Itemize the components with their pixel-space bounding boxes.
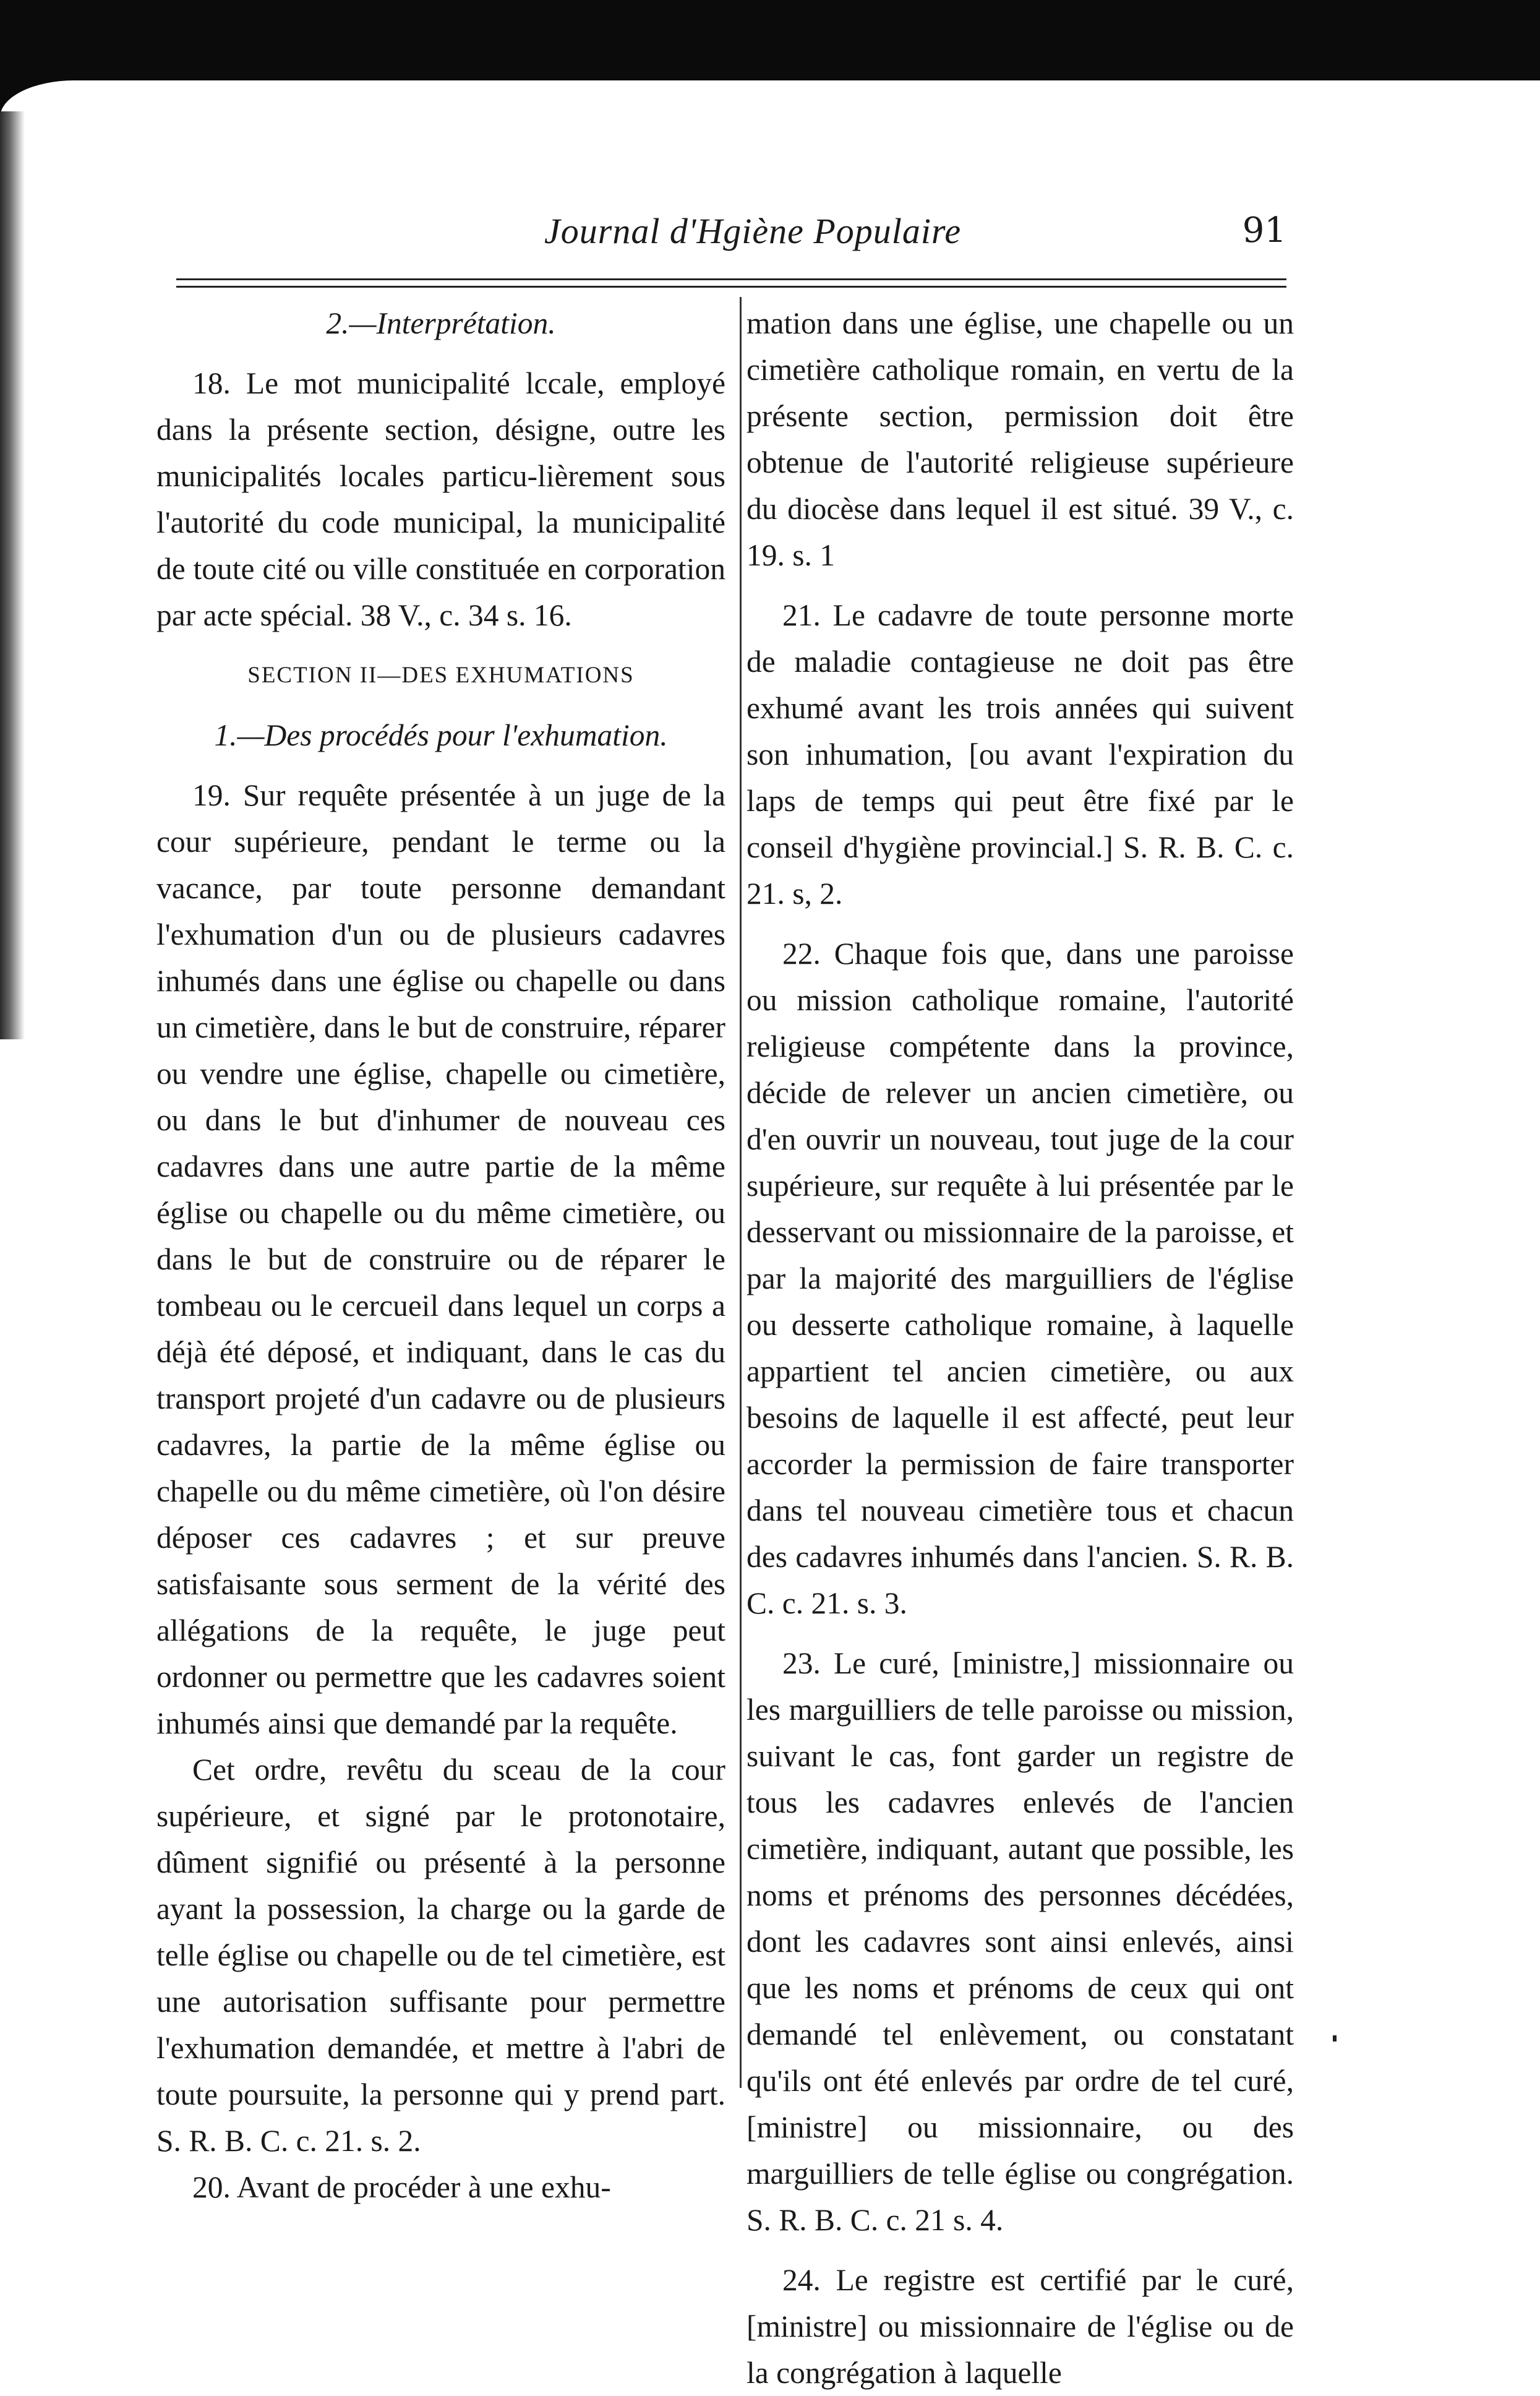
paragraph-20-start: 20. Avant de procéder à une exhu- bbox=[192, 2170, 611, 2204]
page-top-edge bbox=[0, 80, 1540, 136]
paragraph-23: 23. Le curé, [ministre,] missionnaire ou les marguilliers de telle paroisse ou mission, suivant le cas, font garder un registre de tous les cadavres enlevés de l'ancien cimetière, indiquant, autant que possible, les noms et prénoms des personnes décédées, dont les cadavres sont ainsi enlevés, ainsi que les noms et prénoms de ceux qui ont demandé tel enlèvement, ou constatant qu'ils ont été enlevés par ordre de tel curé, [ministre] ou missionnaire, ou des marguilliers de telle église ou congrégation. S. R. B. C. c. 21 s. 4. bbox=[746, 1646, 1294, 2237]
subheading-interpretation: 2.—Interprétation. bbox=[326, 306, 556, 340]
paragraph-19: 19. Sur requête présentée à un juge de la cour supérieure, pendant le terme ou la vacance, par toute personne demandant l'exhumation d'un ou de plusieurs cadavres inhumés dans une église ou chapelle ou dans un cimetière, dans le but de construire, réparer ou vendre une église, chapelle ou cimetière, ou dans le but d'inhumer de nouveau ces cadavres dans une autre partie de la même église ou chapelle ou du même cimetière, ou dans le but de construire ou de réparer le tombeau ou le cercueil dans lequel un corps a déjà été déposé, et indiquant, dans le cas du transport projeté d'un cadavre ou de plusieurs cadavres, la partie de la même église ou chapelle ou du même cimetière, où l'on désire déposer ces cadavres ; et sur preuve satisfaisante sous serment de la vérité des allégations de la requête, le juge peut ordonner ou permettre que les cadavres soient inhumés ainsi que demandé par la requête. bbox=[156, 778, 725, 1740]
section-heading: SECTION II—DES EXHUMATIONS bbox=[247, 663, 635, 688]
paragraph-24: 24. Le registre est certifié par le curé, [ministre] ou missionnaire de l'église ou de la congrégation à laquelle bbox=[746, 2263, 1294, 2390]
paragraph-21: 21. Le cadavre de toute personne morte de maladie contagieuse ne doit pas être exhumé avant les trois années qui suivent son inhumation, [ou avant l'expiration du laps de temps qui peut être fixé par le conseil d'hygiène provincial.] S. R. B. C. c. 21. s, 2. bbox=[746, 598, 1294, 911]
paragraph-19-order: Cet ordre, revêtu du sceau de la cour supérieure, et signé par le protonotaire, dûment signifié ou présenté à la personne ayant la possession, la charge ou la garde de telle église ou chapelle ou de tel cimetière, est une autorisation suffisante pour permettre l'exhumation demandée, et mettre à l'abri de toute poursuite, la personne qui y prend part. S. R. B. C. c. 21. s. 2. bbox=[156, 1753, 725, 2158]
paragraph-22: 22. Chaque fois que, dans une paroisse ou mission catholique romaine, l'autorité religieuse compétente dans la province, décide de relever un ancien cimetière, ou d'en ouvrir un nouveau, tout juge de la cour supérieure, sur requête à lui présentée par le desservant ou missionnaire de la paroisse, et par la majorité des marguilliers de l'église ou desserte catholique romaine, à laquelle appartient tel ancien cimetière, ou aux besoins de laquelle il est affecté, peut leur accorder la permission de faire transporter dans tel nouveau cimetière tous et chacun des cadavres inhumés dans l'ancien. S. R. B. C. c. 21. s. 3. bbox=[746, 937, 1294, 1620]
header-rule-bottom bbox=[176, 286, 1286, 288]
right-column bbox=[746, 300, 1294, 2396]
margin-mark bbox=[1333, 2035, 1337, 2042]
column-divider bbox=[740, 297, 742, 2088]
left-column bbox=[156, 300, 725, 2210]
paragraph-18: 18. Le mot municipalité lccale, employé dans la présente section, désigne, outre les municipalités locales particu-lièrement sous l'autorité du code municipal, la municipalité de toute cité ou ville constituée en corporation par acte spécial. 38 V., c. 34 s. 16. bbox=[156, 366, 725, 632]
header-rule-top bbox=[176, 278, 1286, 280]
page-number: 91 bbox=[1242, 210, 1286, 251]
paragraph-20-continued: mation dans une église, une chapelle ou un cimetière catholique romain, en vertu de la présente section, permission doit être obtenue de l'autorité religieuse supérieure du diocèse dans lequel il est situé. 39 V., c. 19. s. 1 bbox=[746, 306, 1294, 572]
subheading-exhumation: 1.—Des procédés pour l'exhumation. bbox=[214, 718, 668, 752]
journal-title: Journal d'Hgiène Populaire bbox=[544, 211, 962, 251]
scan-left-edge bbox=[0, 111, 25, 1039]
running-header bbox=[173, 210, 1286, 266]
